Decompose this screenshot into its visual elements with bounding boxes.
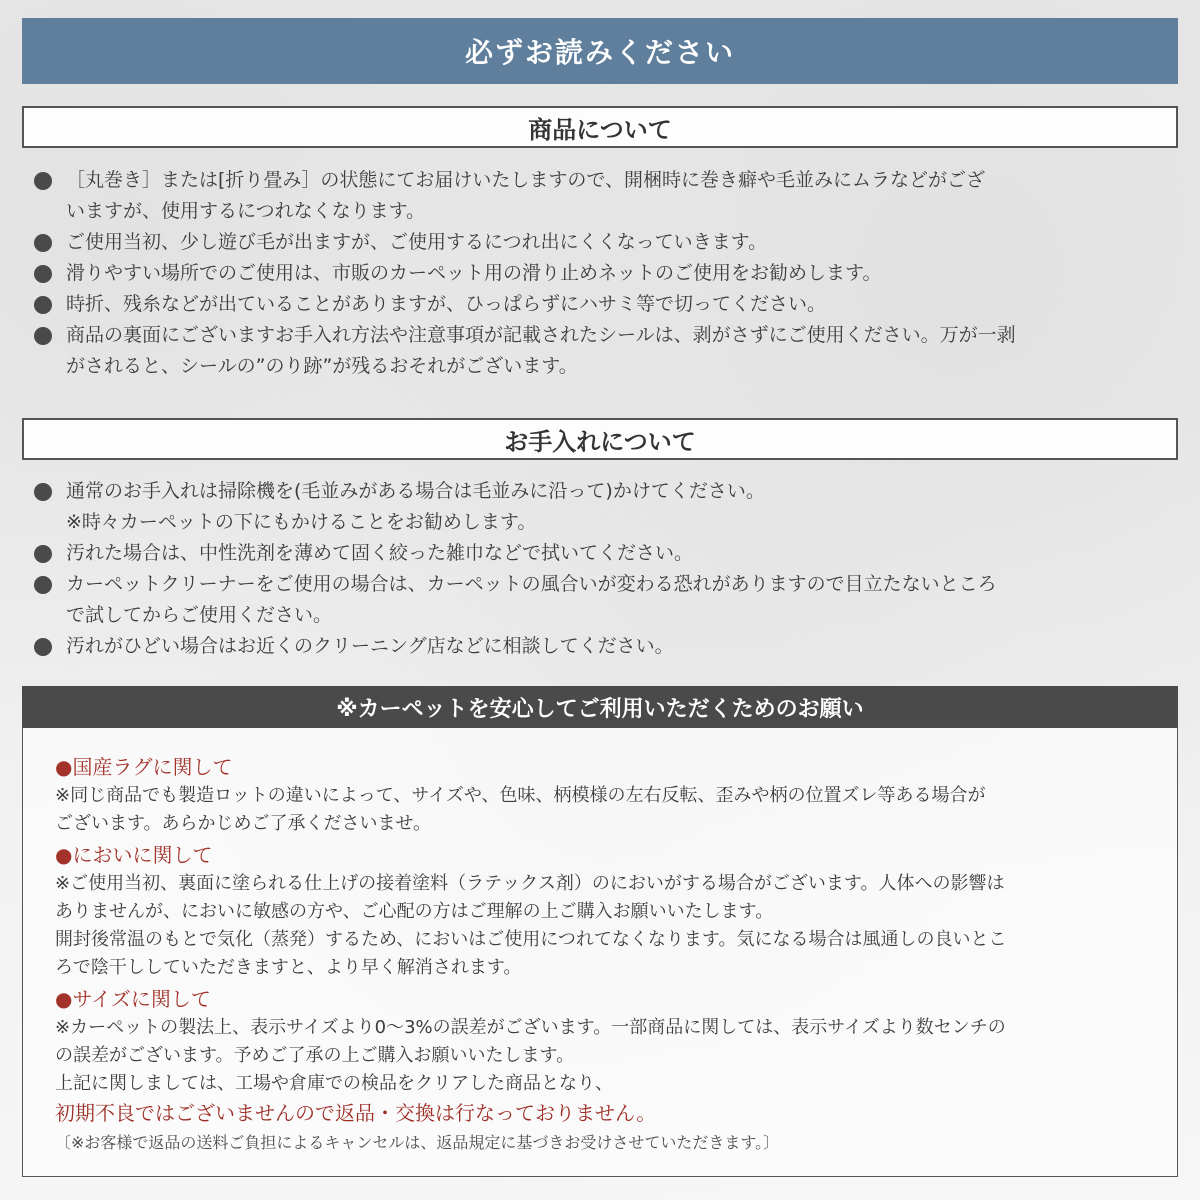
product-list — [34, 165, 1164, 382]
size-heading: ●サイズに関して — [55, 987, 211, 1011]
product-section-heading — [22, 106, 1178, 148]
list-item: 商品の裏面にございますお手入れ方法や注意事項が記載されたシールは、剥がさずにご使用ください。万が一剥 がされると、シールの”のり跡”が残るおそれがございます。 — [34, 320, 1164, 382]
bullet-icon — [34, 172, 52, 190]
bullet-icon — [34, 638, 52, 656]
page-banner — [22, 18, 1178, 84]
notice-content — [55, 752, 1145, 1158]
odor-text: ※ご使用当初、裏面に塗られる仕上げの接着塗料（ラテックス剤）のにおいがする場合がございます。人体への影響は — [55, 873, 1005, 894]
notice-box — [22, 728, 1178, 1177]
list-item: 汚れがひどい場合はお近くのクリーニング店などに相談してください。 — [34, 631, 1164, 662]
bullet-icon — [34, 483, 52, 501]
list-item: ご使用当初、少し遊び毛が出ますが、ご使用するにつれ出にくくなっていきます。 — [34, 227, 1164, 258]
care-list — [34, 476, 1164, 662]
domestic-text: ※同じ商品でも製造ロットの違いによって、サイズや、色味、柄模様の左右反転、歪みや柄の位置ズレ等ある場合が — [55, 785, 986, 806]
domestic-text: ございます。あらかじめご了承くださいませ。 — [55, 813, 432, 834]
odor-text: 開封後常温のもとで気化（蒸発）するため、においはご使用につれてなくなります。気になる場合は風通しの良いとこ — [55, 929, 1007, 950]
list-item: 通常のお手入れは掃除機を(毛並みがある場合は毛並みに沿って)かけてください。 ※時々カーペットの下にもかけることをお勧めします。 — [34, 476, 1164, 538]
no-return-warning: 初期不良ではございませんので返品・交換は行なっておりません。 — [55, 1101, 657, 1125]
list-item: カーペットクリーナーをご使用の場合は、カーペットの風合いが変わる恐れがありますので目立たないところ で試してからご使用ください。 — [34, 569, 1164, 631]
bullet-icon — [34, 265, 52, 283]
odor-text: ろで陰干ししていただきますと、より早く解消されます。 — [55, 957, 522, 978]
list-item: ［丸巻き］または[折り畳み］の状態にてお届けいたしますので、開梱時に巻き癖や毛並みにムラなどがござ いますが、使用するにつれなくなります。 — [34, 165, 1164, 227]
bullet-icon — [34, 327, 52, 345]
notice-title: ※カーペットを安心してご利用いただくためのお願い — [336, 696, 864, 722]
bullet-icon — [34, 234, 52, 252]
odor-text: ありませんが、においに敏感の方や、ご心配の方はご理解の上ご購入お願いいたします。 — [55, 901, 774, 922]
size-text: の誤差がございます。予めご了承の上ご購入お願いいたします。 — [55, 1045, 575, 1066]
size-text: 上記に関しましては、工場や倉庫での検品をクリアした商品となり、 — [55, 1073, 613, 1094]
bullet-icon — [34, 576, 52, 594]
banner-title: 必ずお読みください — [464, 36, 735, 69]
notice-heading — [22, 686, 1178, 728]
care-section-title: お手入れについて — [504, 427, 696, 456]
domestic-heading: ●国産ラグに関して — [55, 755, 233, 779]
care-section-heading — [22, 418, 1178, 460]
return-footnote: 〔※お客様で返品の送料ご負担によるキャンセルは、返品規定に基づきお受けさせていただきます。〕 — [55, 1133, 780, 1152]
odor-heading: ●においに関して — [55, 843, 213, 867]
bullet-icon — [34, 296, 52, 314]
bullet-icon — [34, 545, 52, 563]
product-section-title: 商品について — [528, 115, 672, 144]
list-item: 時折、残糸などが出ていることがありますが、ひっぱらずにハサミ等で切ってください。 — [34, 289, 1164, 320]
list-item: 滑りやすい場所でのご使用は、市販のカーペット用の滑り止めネットのご使用をお勧めします。 — [34, 258, 1164, 289]
list-item: 汚れた場合は、中性洗剤を薄めて固く絞った雑巾などで拭いてください。 — [34, 538, 1164, 569]
size-text: ※カーペットの製法上、表示サイズより0～3%の誤差がございます。一部商品に関しては、表示サイズより数センチの — [55, 1017, 1006, 1038]
